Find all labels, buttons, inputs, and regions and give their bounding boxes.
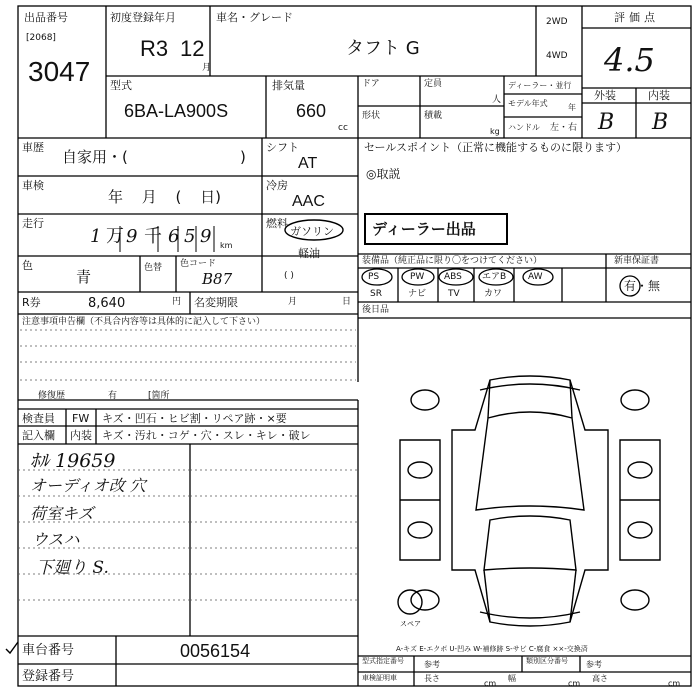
fuel-label: 燃料 xyxy=(266,217,288,230)
fuel-diesel: 軽油 xyxy=(298,247,320,260)
dealer-box-text: ディーラー出品 xyxy=(372,220,476,238)
mileage-unit-sen: 千 xyxy=(144,226,162,247)
color-label: 色 xyxy=(22,259,33,272)
width-label: 幅 xyxy=(508,674,516,683)
inspector-row2-tag: 内装 xyxy=(70,429,92,442)
equipment-airbag: エアB xyxy=(482,272,507,282)
after-items-label: 後日品 xyxy=(362,305,390,315)
equipment-pw: PW xyxy=(410,272,425,282)
recycle-value: 8,640 xyxy=(88,296,126,311)
sales-point-item: ◎取説 xyxy=(366,167,401,181)
equipment-ps: PS xyxy=(368,272,380,282)
damage-legend: A-キズ E-エクボ U-凹み W-補修跡 S-サビ C-腐食 ××-交換済 xyxy=(396,645,588,653)
mileage-digit: 6 xyxy=(168,226,180,247)
exterior-label: 外装 xyxy=(594,89,616,102)
mileage-label: 走行 xyxy=(22,217,44,230)
color-code-label: 色コード xyxy=(180,259,217,269)
month-unit: 月 xyxy=(202,63,212,73)
handwritten-line: ﾎﾙ 19659 xyxy=(30,450,116,472)
displacement-label: 排気量 xyxy=(272,79,305,92)
handwritten-line: オーディオ改 穴 xyxy=(30,476,146,495)
equipment-tv: TV xyxy=(448,289,460,299)
model-label: 型式 xyxy=(110,79,132,92)
history-value: 自家用・( xyxy=(62,148,128,166)
repair-location-label: [箇所 xyxy=(148,391,170,401)
name-grade-value: タフト G xyxy=(346,38,420,59)
drive-4wd: 4WD xyxy=(546,51,568,61)
interior-label: 内装 xyxy=(648,89,670,102)
lot-sub-code: [2068] xyxy=(26,33,56,43)
fuel-gasoline-circle xyxy=(282,218,346,242)
model-value: 6BA-LA900S xyxy=(124,101,229,121)
warranty-circle xyxy=(618,274,642,298)
handwritten-line: 荷室キズ xyxy=(30,504,94,523)
fuel-gasoline: ガソリン xyxy=(290,225,334,238)
dealer-box xyxy=(364,213,508,245)
mileage-digit: 9 xyxy=(200,226,212,247)
warranty-options: 有・無 xyxy=(624,279,661,293)
lot-label: 出品番号 xyxy=(24,11,68,24)
chassis-number: 0056154 xyxy=(180,641,251,661)
inspector-row2-text: キズ・汚れ・コゲ・穴・スレ・キレ・破レ xyxy=(102,429,311,442)
door-label: ドア xyxy=(362,79,380,89)
model-spec-ref: 参考 xyxy=(424,660,440,669)
equipment-aw: AW xyxy=(528,272,543,282)
capacity-label: 定員 xyxy=(424,79,443,89)
interior-grade: B xyxy=(652,110,669,135)
car-damage-diagram xyxy=(380,370,680,640)
grade-label: 評価点 xyxy=(614,11,659,24)
mileage-digit: 1 xyxy=(90,226,102,247)
grade-value: 4.5 xyxy=(604,41,655,79)
load-unit: kg xyxy=(490,127,500,136)
height-label: 高さ xyxy=(592,674,608,683)
fuel-other-paren: ( ) xyxy=(284,271,294,281)
equipment-label: 装備品（純正品に限り〇をつけてください） xyxy=(362,256,543,266)
model-spec-number-label: 型式指定番号 xyxy=(362,657,404,665)
drive-2wd: 2WD xyxy=(546,17,568,27)
mileage-unit-km: km xyxy=(220,241,233,250)
name-grade-label: 車名・グレード xyxy=(216,11,293,24)
equipment-sr: SR xyxy=(370,289,382,299)
shift-label: シフト xyxy=(266,141,299,154)
dealer-parallel-label: ディーラー・並行 xyxy=(508,81,572,90)
length-label: 長さ xyxy=(424,674,440,683)
name-change-limit-label: 名変期限 xyxy=(194,296,238,309)
mileage-digit: 5 xyxy=(184,226,196,247)
handwritten-line: ウスハ xyxy=(32,530,80,549)
shape-label: 形状 xyxy=(362,111,381,121)
class-number-label: 類別区分番号 xyxy=(526,657,568,665)
inspector-label-1: 検査員 xyxy=(22,412,55,425)
registration-label: 登録番号 xyxy=(22,669,75,684)
history-label: 車歴 xyxy=(22,141,44,154)
first-reg-era: R3 xyxy=(140,36,169,61)
equipment-navi: ナビ xyxy=(408,289,427,299)
spare-label: スペア xyxy=(400,620,421,628)
chassis-label: 車台番号 xyxy=(22,643,75,658)
displacement-value: 660 xyxy=(296,101,327,121)
color-value: 青 xyxy=(76,268,92,286)
color-change-label: 色替 xyxy=(144,263,163,273)
inspector-label-2: 記入欄 xyxy=(22,429,55,442)
warranty-label: 新車保証書 xyxy=(614,256,660,266)
caution-label: 注意事項申告欄（不具合内容等は具体的に記入して下さい） xyxy=(22,317,266,327)
handle-label: ハンドル xyxy=(508,123,540,132)
model-year-label: モデル年式 xyxy=(508,99,548,108)
recycle-label: R券 xyxy=(22,296,41,309)
equipment-leather: カワ xyxy=(484,289,503,299)
load-label: 積載 xyxy=(424,111,443,121)
inspector-row1-tag: FW xyxy=(72,412,90,425)
check-mark-icon xyxy=(4,640,20,656)
recycle-unit: 円 xyxy=(172,297,182,307)
shift-value: AT xyxy=(298,155,318,172)
color-code-value: B87 xyxy=(202,270,233,288)
exterior-grade: B xyxy=(598,110,615,135)
inspection-label: 車検 xyxy=(22,179,44,192)
mileage-digit-dividers xyxy=(100,218,240,258)
capacity-unit: 人 xyxy=(492,95,502,105)
handwritten-line: 下廻り S. xyxy=(36,558,109,578)
inspector-row1-text: キズ・凹石・ヒビ割・リペア跡・×要 xyxy=(102,412,287,425)
class-ref: 参考 xyxy=(586,660,602,669)
equipment-circles xyxy=(360,266,580,288)
limit-month: 月 xyxy=(288,297,298,307)
ac-value: AAC xyxy=(292,193,325,210)
first-reg-month: 12 xyxy=(180,36,205,61)
handle-value: 左・右 xyxy=(550,123,578,133)
inspection-value: 年 月 ( 日) xyxy=(108,188,222,206)
year-unit: 年 xyxy=(568,103,576,112)
displacement-unit: cc xyxy=(338,123,348,133)
equipment-abs: ABS xyxy=(444,272,462,282)
history-close: ) xyxy=(240,148,246,166)
repair-history-value: 有 xyxy=(108,391,118,401)
mileage-digit: 9 xyxy=(126,226,138,247)
lot-number: 3047 xyxy=(28,56,91,87)
ac-label: 冷房 xyxy=(266,179,288,192)
length-unit: cm xyxy=(484,679,497,688)
sales-point-label: セールスポイント（正常に機能するものに限ります） xyxy=(364,141,628,154)
first-reg-label: 初度登録年月 xyxy=(110,11,176,24)
cert-label: 車検証明車 xyxy=(362,674,397,682)
height-unit: cm xyxy=(668,679,681,688)
limit-day: 日 xyxy=(342,297,352,307)
repair-history-label: 修復歴 xyxy=(38,391,66,401)
mileage-unit-man: 万 xyxy=(106,226,124,247)
width-unit: cm xyxy=(568,679,581,688)
